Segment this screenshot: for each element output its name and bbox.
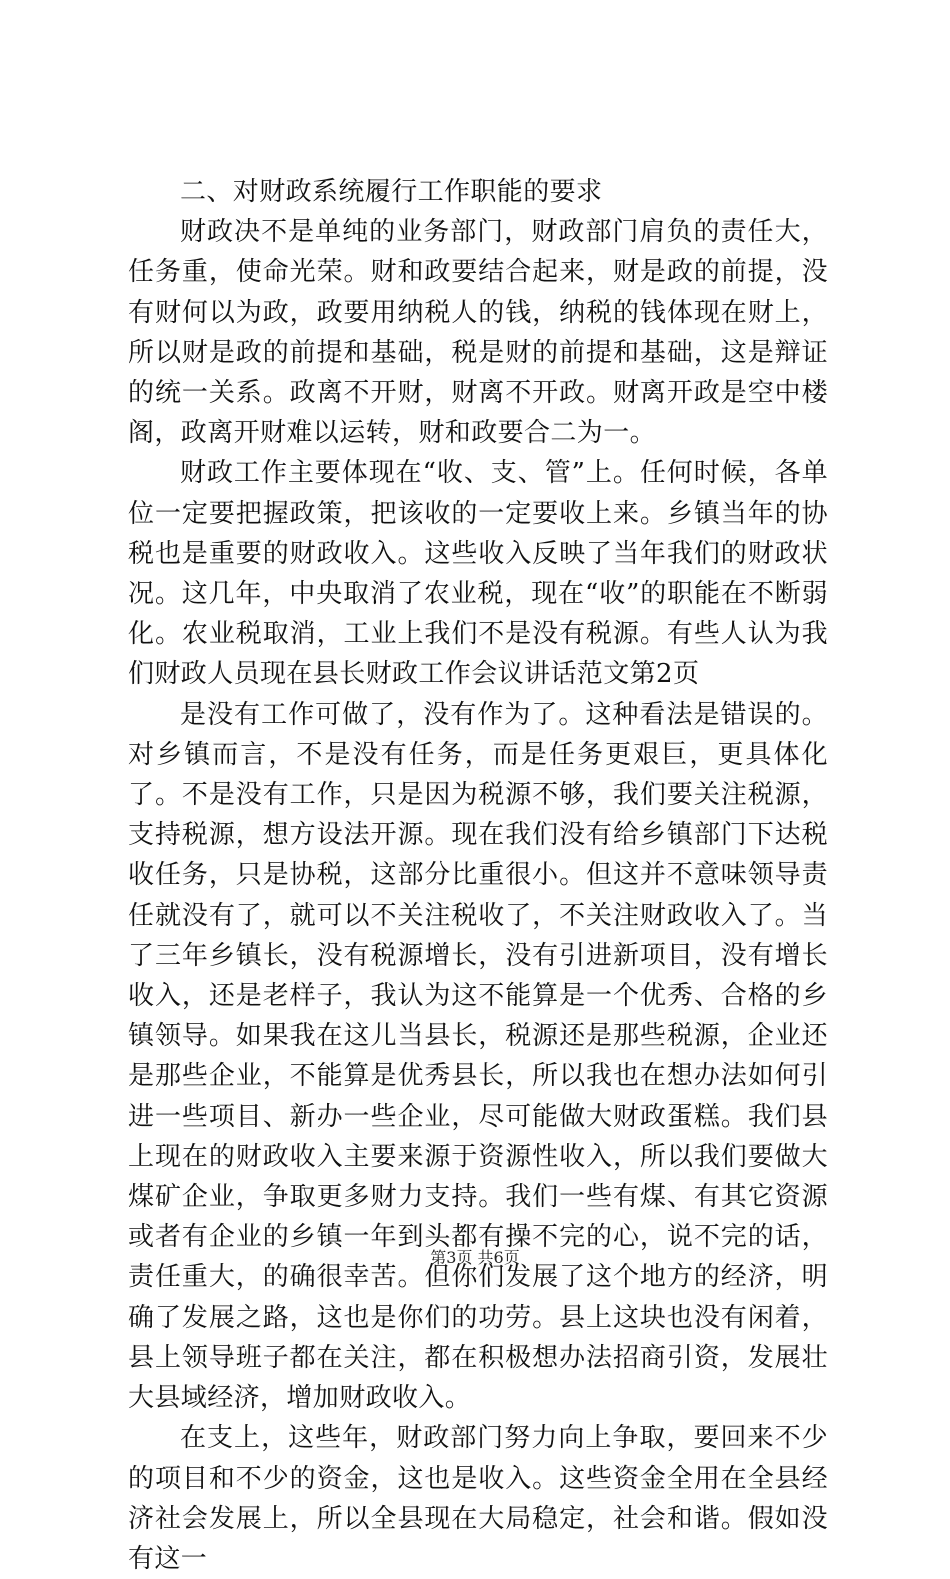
page-number-footer: 第3页 共6页: [430, 1248, 520, 1267]
document-body: [128, 172, 828, 1579]
paragraph: 在支上，这些年，财政部门努力向上争取，要回来不少的项目和不少的资金，这也是收入。这些资金全用在全县经济社会发展上，所以全县现在大局稳定，社会和谐。假如没有这一: [128, 1423, 828, 1574]
paragraph: 财政工作主要体现在“收、支、管”上。任何时候，各单位一定要把握政策，把该收的一定要收上来。乡镇当年的协税也是重要的财政收入。这些收入反映了当年我们的财政状况。这几年，中央取消了农业税，现在“收”的职能在不断弱化。农业税取消，工业上我们不是没有税源。有些人认为我们财政人员现在县长财政工作会议讲话范文第2页: [128, 458, 828, 690]
paragraph: 是没有工作可做了，没有作为了。这种看法是错误的。对乡镇而言，不是没有任务，而是任务更艰巨，更具体化了。不是没有工作，只是因为税源不够，我们要关注税源，支持税源，想方设法开源。现在我们没有给乡镇部门下达税收任务，只是协税，这部分比重很小。但这并不意味领导责任就没有了，就可以不关注税收了，不关注财政收入了。当了三年乡镇长，没有税源增长，没有引进新项目，没有增长收入，还是老样子，我认为这不能算是一个优秀、合格的乡镇领导。如果我在这儿当县长，税源还是那些税源，企业还是那些企业，不能算是优秀县长，所以我也在想办法如何引进一些项目、新办一些企业，尽可能做大财政蛋糕。我们县上现在的财政收入主要来源于资源性收入，所以我们要做大煤矿企业，争取更多财力支持。我们一些有煤、有其它资源或者有企业的乡镇一年到头都有操不完的心，说不完的话，责任重大，的确很幸苦。但你们发展了这个地方的经济，明确了发展之路，这也是你们的功劳。县上这块也没有闲着，县上领导班子都在关注，都在积极想办法招商引资，发展壮大县域经济，增加财政收入。: [128, 699, 828, 1414]
section-heading: 二、对财政系统履行工作职能的要求: [180, 177, 603, 207]
paragraph: 财政决不是单纯的业务部门，财政部门肩负的责任大，任务重，使命光荣。财和政要结合起来，财是政的前提，没有财何以为政，政要用纳税人的钱，纳税的钱体现在财上，所以财是政的前提和基础，税是财的前提和基础，这是辩证的统一关系。政离不开财，财离不开政。财离开政是空中楼阁，政离开财难以运转，财和政要合二为一。: [128, 217, 828, 449]
